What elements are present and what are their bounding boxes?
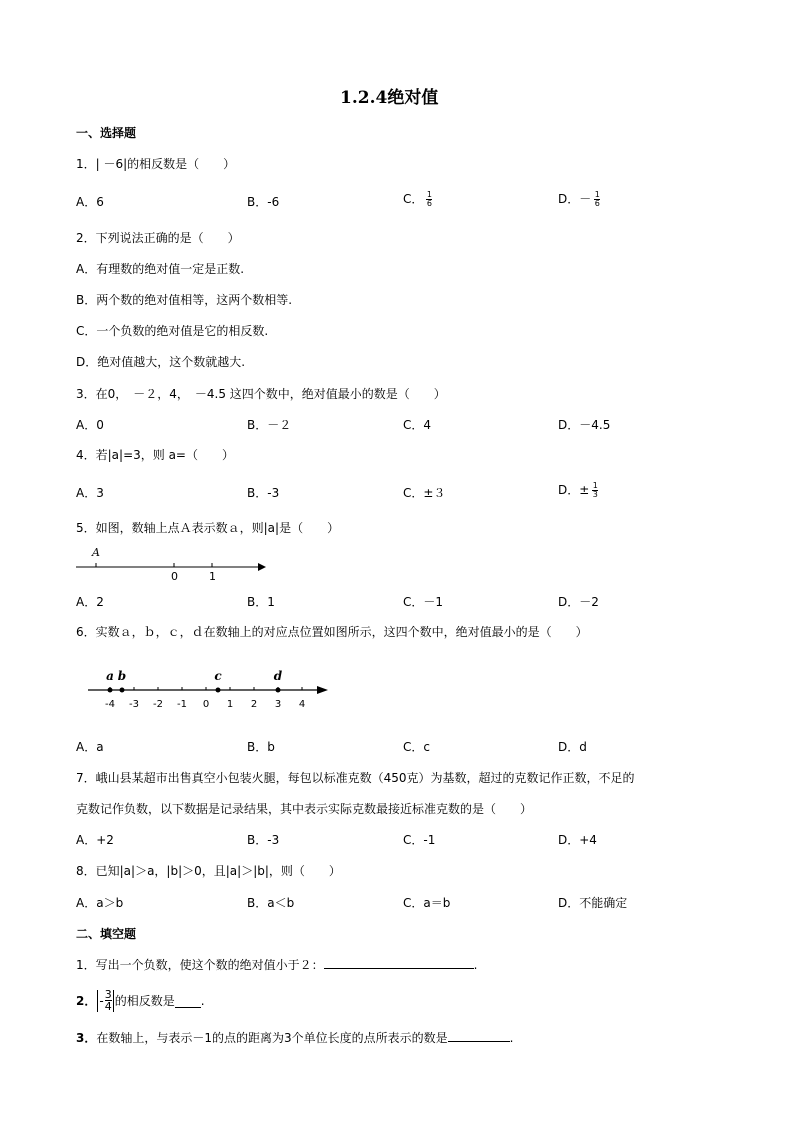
question-1-option-d: [558, 191, 600, 208]
question-6-option-b: B．b: [247, 740, 275, 754]
question-6-option-a: A．a: [76, 740, 104, 754]
option-d-prefix: D．±: [558, 483, 590, 497]
fraction-denominator: 6: [594, 199, 600, 208]
fraction: [594, 191, 600, 208]
question-4-option-b: B．-3: [247, 486, 280, 500]
absolute-bar-left: [97, 990, 98, 1012]
tick-label: 2: [250, 699, 258, 710]
question-8-option-b: B．a＜b: [247, 896, 295, 910]
point-c: [216, 688, 221, 693]
question-6-option-c: C．c: [403, 740, 430, 754]
question-4-option-c: C．±３: [403, 486, 446, 500]
question-8-stem: 8．已知|a|＞a，|b|＞0，且|a|＞|b|，则（ ）: [76, 864, 341, 878]
question-5-option-c: C．－1: [403, 595, 444, 609]
question-5-option-a: A．2: [76, 595, 104, 609]
fraction: [105, 989, 112, 1012]
option-c-prefix: C．: [403, 192, 424, 206]
number-line-q6: [84, 665, 334, 711]
fill-question-1: [76, 959, 477, 971]
question-4-option-d: [558, 482, 598, 499]
fraction-numerator: 1: [426, 190, 432, 199]
question-3-option-a: A．0: [76, 418, 104, 432]
question-7-stem-line-2: 克数记作负数，以下数据是记录结果，其中表示实际克数最接近标准克数的是（ ）: [76, 802, 533, 816]
question-2-option-b: B．两个数的绝对值相等，这两个数相等.: [76, 293, 293, 307]
question-3-option-c: C．4: [403, 418, 432, 432]
fraction-numerator: 3: [104, 988, 112, 1001]
answer-blank: [324, 967, 474, 969]
question-5-stem: 5．如图，数轴上点Ａ表示数ａ，则|a|是（ ）: [76, 521, 340, 535]
absolute-bar-right: [113, 990, 114, 1012]
point-label-c: c: [214, 669, 222, 683]
tick-label: -3: [129, 699, 139, 710]
question-6-option-d: D．d: [558, 740, 587, 754]
point-label-a: A: [92, 546, 100, 559]
point-a: [108, 688, 113, 693]
tick-label: -1: [177, 699, 187, 710]
fraction-denominator: 6: [426, 199, 432, 208]
fraction: [592, 482, 598, 499]
fill-question-2: [76, 989, 205, 1012]
question-2-stem: 2．下列说法正确的是（ ）: [76, 231, 240, 245]
number-line-q5: [74, 543, 274, 583]
answer-blank: [448, 1040, 510, 1042]
tick-label: 1: [226, 699, 234, 710]
tick-label: -4: [105, 699, 115, 710]
fill-question-3-text: 在数轴上，与表示－1的点的距离为3个单位长度的点所表示的数是: [96, 1031, 448, 1045]
fill-question-2-minus: -: [99, 993, 104, 1008]
question-1-option-a: A．6: [76, 195, 104, 209]
question-5-option-b: B．1: [247, 595, 275, 609]
question-6-stem: 6．实数ａ，ｂ，ｃ，ｄ在数轴上的对应点位置如图所示，这四个数中，绝对值最小的是（ ）: [76, 625, 588, 639]
section-heading-fill: 二、填空题: [76, 927, 137, 941]
answer-blank: [175, 1006, 201, 1008]
question-1-option-b: B．-6: [247, 195, 280, 209]
fill-question-2-number: 2．: [76, 993, 97, 1008]
question-4-option-a: A．3: [76, 486, 104, 500]
fraction: [426, 191, 432, 208]
question-8-option-a: A．a＞b: [76, 896, 124, 910]
arrow-head: [317, 686, 328, 694]
fill-question-3-end: .: [509, 1031, 514, 1045]
fraction-numerator: 1: [592, 481, 598, 490]
question-7-option-d: D．+4: [558, 833, 597, 847]
section-heading-choice: 一、选择题: [76, 126, 137, 140]
question-7-stem-line-1: 7．峨山县某超市出售真空小包装火腿，每包以标准克数（450克）为基数，超过的克数记作正数，不足的: [76, 771, 635, 785]
question-7-option-b: B．-3: [247, 833, 280, 847]
option-d-prefix: D．－: [558, 192, 592, 206]
fill-question-3-number: 3．: [76, 1031, 97, 1045]
tick-label-1: 1: [209, 570, 216, 583]
point-label-a: a: [106, 669, 114, 683]
point-d: [276, 688, 281, 693]
point-label-d: d: [273, 669, 283, 683]
tick-label-0: 0: [171, 570, 178, 583]
question-1-option-c: [403, 191, 432, 208]
question-4-stem: 4．若|a|=3，则 a=（ ）: [76, 448, 234, 462]
question-2-option-d: D．绝对值越大，这个数就越大.: [76, 355, 246, 369]
fraction-denominator: 4: [104, 1000, 112, 1013]
arrow-head: [258, 563, 266, 571]
question-1-stem: 1．| －6|的相反数是（ ）: [76, 157, 236, 171]
question-3-option-b: B．－２: [247, 418, 292, 432]
point-b: [120, 688, 125, 693]
fill-question-1-text: 1．写出一个负数，使这个数的绝对值小于２：: [76, 958, 324, 972]
question-3-stem: 3．在0， －２，4， －4.5 这四个数中，绝对值最小的数是（ ）: [76, 387, 446, 401]
fill-question-3: [76, 1032, 513, 1044]
tick-label: 0: [202, 699, 210, 710]
question-2-option-a: A．有理数的绝对值一定是正数.: [76, 262, 245, 276]
fill-question-2-end: .: [200, 993, 205, 1008]
fraction-denominator: 3: [592, 490, 598, 499]
tick-label: -2: [153, 699, 163, 710]
fill-question-2-text: 的相反数是: [114, 993, 175, 1008]
question-3-option-d: D．－4.5: [558, 418, 611, 432]
question-8-option-d: D．不能确定: [558, 896, 628, 910]
question-7-option-a: A．+2: [76, 833, 114, 847]
question-2-option-c: C．一个负数的绝对值是它的相反数.: [76, 324, 269, 338]
fraction-numerator: 1: [594, 190, 600, 199]
point-label-b: b: [117, 669, 127, 683]
question-8-option-c: C．a＝b: [403, 896, 451, 910]
page-title: 1.2.4绝对值: [340, 88, 439, 108]
tick-label: 3: [274, 699, 282, 710]
point-group: [106, 669, 283, 693]
question-5-option-d: D．－2: [558, 595, 599, 609]
fill-question-1-end: .: [473, 958, 478, 972]
tick-label: 4: [298, 699, 306, 710]
question-7-option-c: C．-1: [403, 833, 436, 847]
